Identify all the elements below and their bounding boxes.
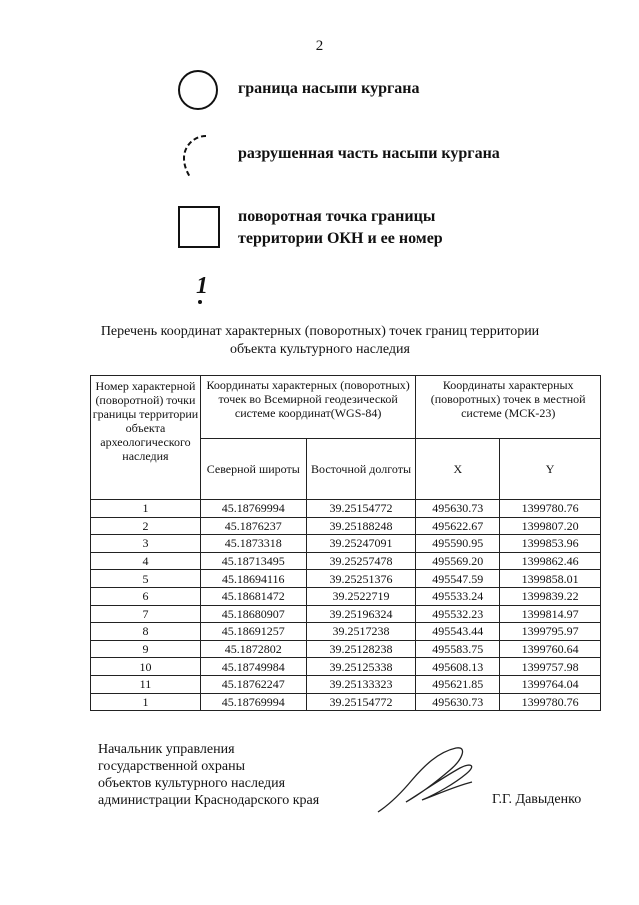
table-row (91, 675, 601, 693)
coordinates-table (90, 375, 601, 711)
signatory-title-line-1: Начальник управления (98, 742, 235, 757)
cell-lat: 45.1872802 (200, 640, 306, 658)
broken-arc-icon (178, 132, 212, 182)
page-number: 2 (315, 38, 324, 54)
legend-turn-point-label-1: поворотная точка границы (238, 208, 436, 225)
cell-y: 1399853.96 (500, 535, 601, 553)
cell-point: 9 (91, 640, 201, 658)
cell-x: 495547.59 (416, 570, 500, 588)
cell-point: 10 (91, 658, 201, 676)
cell-lon: 39.25125338 (306, 658, 416, 676)
col-group-msk-header: Координаты характерных (поворотных) точек в местной системе (МСК-23) (416, 376, 601, 439)
cell-point: 3 (91, 535, 201, 553)
cell-lat: 45.18694116 (200, 570, 306, 588)
cell-x: 495622.67 (416, 517, 500, 535)
legend-circle-label: граница насыпи кургана (238, 80, 420, 97)
cell-y: 1399858.01 (500, 570, 601, 588)
cell-x: 495630.73 (416, 500, 500, 518)
cell-point: 1 (91, 500, 201, 518)
cell-y: 1399814.97 (500, 605, 601, 623)
cell-x: 495543.44 (416, 623, 500, 641)
col-x-header: X (416, 439, 500, 500)
cell-y: 1399780.76 (500, 500, 601, 518)
table-row (91, 623, 601, 641)
cell-x: 495630.73 (416, 693, 500, 711)
cell-x: 495533.24 (416, 587, 500, 605)
cell-y: 1399760.64 (500, 640, 601, 658)
circle-icon (178, 70, 218, 110)
cell-x: 495590.95 (416, 535, 500, 553)
table-row (91, 552, 601, 570)
cell-y: 1399764.04 (500, 675, 601, 693)
cell-lat: 45.18749984 (200, 658, 306, 676)
cell-lon: 39.25188248 (306, 517, 416, 535)
cell-point: 6 (91, 587, 201, 605)
cell-y: 1399780.76 (500, 693, 601, 711)
cell-lon: 39.25257478 (306, 552, 416, 570)
cell-x: 495569.20 (416, 552, 500, 570)
cell-y: 1399862.46 (500, 552, 601, 570)
cell-x: 495608.13 (416, 658, 500, 676)
cell-point: 4 (91, 552, 201, 570)
cell-point: 5 (91, 570, 201, 588)
cell-lon: 39.25154772 (306, 693, 416, 711)
signature-block (98, 741, 319, 809)
signatory-title-line-3: объектов культурного наследия (98, 776, 286, 791)
cell-lat: 45.18680907 (200, 605, 306, 623)
col-lat-header: Северной широты (200, 439, 306, 500)
cell-lat: 45.18762247 (200, 675, 306, 693)
cell-lat: 45.18713495 (200, 552, 306, 570)
cell-lat: 45.18769994 (200, 500, 306, 518)
handwritten-signature (372, 742, 482, 817)
cell-lat: 45.18769994 (200, 693, 306, 711)
cell-x: 495621.85 (416, 675, 500, 693)
cell-point: 11 (91, 675, 201, 693)
cell-point: 8 (91, 623, 201, 641)
cell-lon: 39.2522719 (306, 587, 416, 605)
square-icon (178, 206, 220, 248)
cell-lon: 39.25196324 (306, 605, 416, 623)
cell-lon: 39.25133323 (306, 675, 416, 693)
cell-lat: 45.18681472 (200, 587, 306, 605)
legend-destroyed-label: разрушенная часть насыпи кургана (238, 145, 500, 162)
cell-point: 1 (91, 693, 201, 711)
cell-lon: 39.25154772 (306, 500, 416, 518)
legend-turn-point-label-2: территории ОКН и ее номер (238, 230, 443, 247)
table-title (60, 323, 580, 359)
cell-y: 1399757.98 (500, 658, 601, 676)
table-row (91, 570, 601, 588)
cell-lat: 45.1873318 (200, 535, 306, 553)
cell-y: 1399807.20 (500, 517, 601, 535)
col-group-wgs-header: Координаты характерных (поворотных) точек во Всемирной геодезической системе координат(WGS-84) (200, 376, 416, 439)
signatory-title-line-4: администрации Краснодарского края (98, 793, 320, 808)
table-row (91, 517, 601, 535)
cell-x: 495532.23 (416, 605, 500, 623)
cell-lat: 45.18691257 (200, 623, 306, 641)
point-dot-icon (198, 300, 202, 304)
table-row (91, 605, 601, 623)
table-row (91, 500, 601, 518)
cell-lon: 39.25251376 (306, 570, 416, 588)
cell-point: 7 (91, 605, 201, 623)
signatory-title-line-2: государственной охраны (98, 759, 246, 774)
col-point-number-header: Номер характерной (поворотной) точки границы территории объекта археологического наследия (91, 376, 201, 500)
table-row (91, 640, 601, 658)
table-row (91, 587, 601, 605)
col-y-header: Y (500, 439, 601, 500)
table-row (91, 693, 601, 711)
cell-point: 2 (91, 517, 201, 535)
cell-x: 495583.75 (416, 640, 500, 658)
cell-lon: 39.2517238 (306, 623, 416, 641)
cell-lat: 45.1876237 (200, 517, 306, 535)
point-number-marker: 1 (196, 273, 208, 299)
table-row (91, 535, 601, 553)
signatory-name: Г.Г. Давыденко (492, 792, 582, 807)
table-title-line-1: Перечень координат характерных (поворотных) точек границ территории (100, 324, 540, 339)
table-row (91, 658, 601, 676)
cell-lon: 39.25247091 (306, 535, 416, 553)
table-title-line-2: объекта культурного наследия (230, 342, 410, 357)
col-lon-header: Восточной долготы (306, 439, 416, 500)
cell-lon: 39.25128238 (306, 640, 416, 658)
cell-y: 1399839.22 (500, 587, 601, 605)
cell-y: 1399795.97 (500, 623, 601, 641)
